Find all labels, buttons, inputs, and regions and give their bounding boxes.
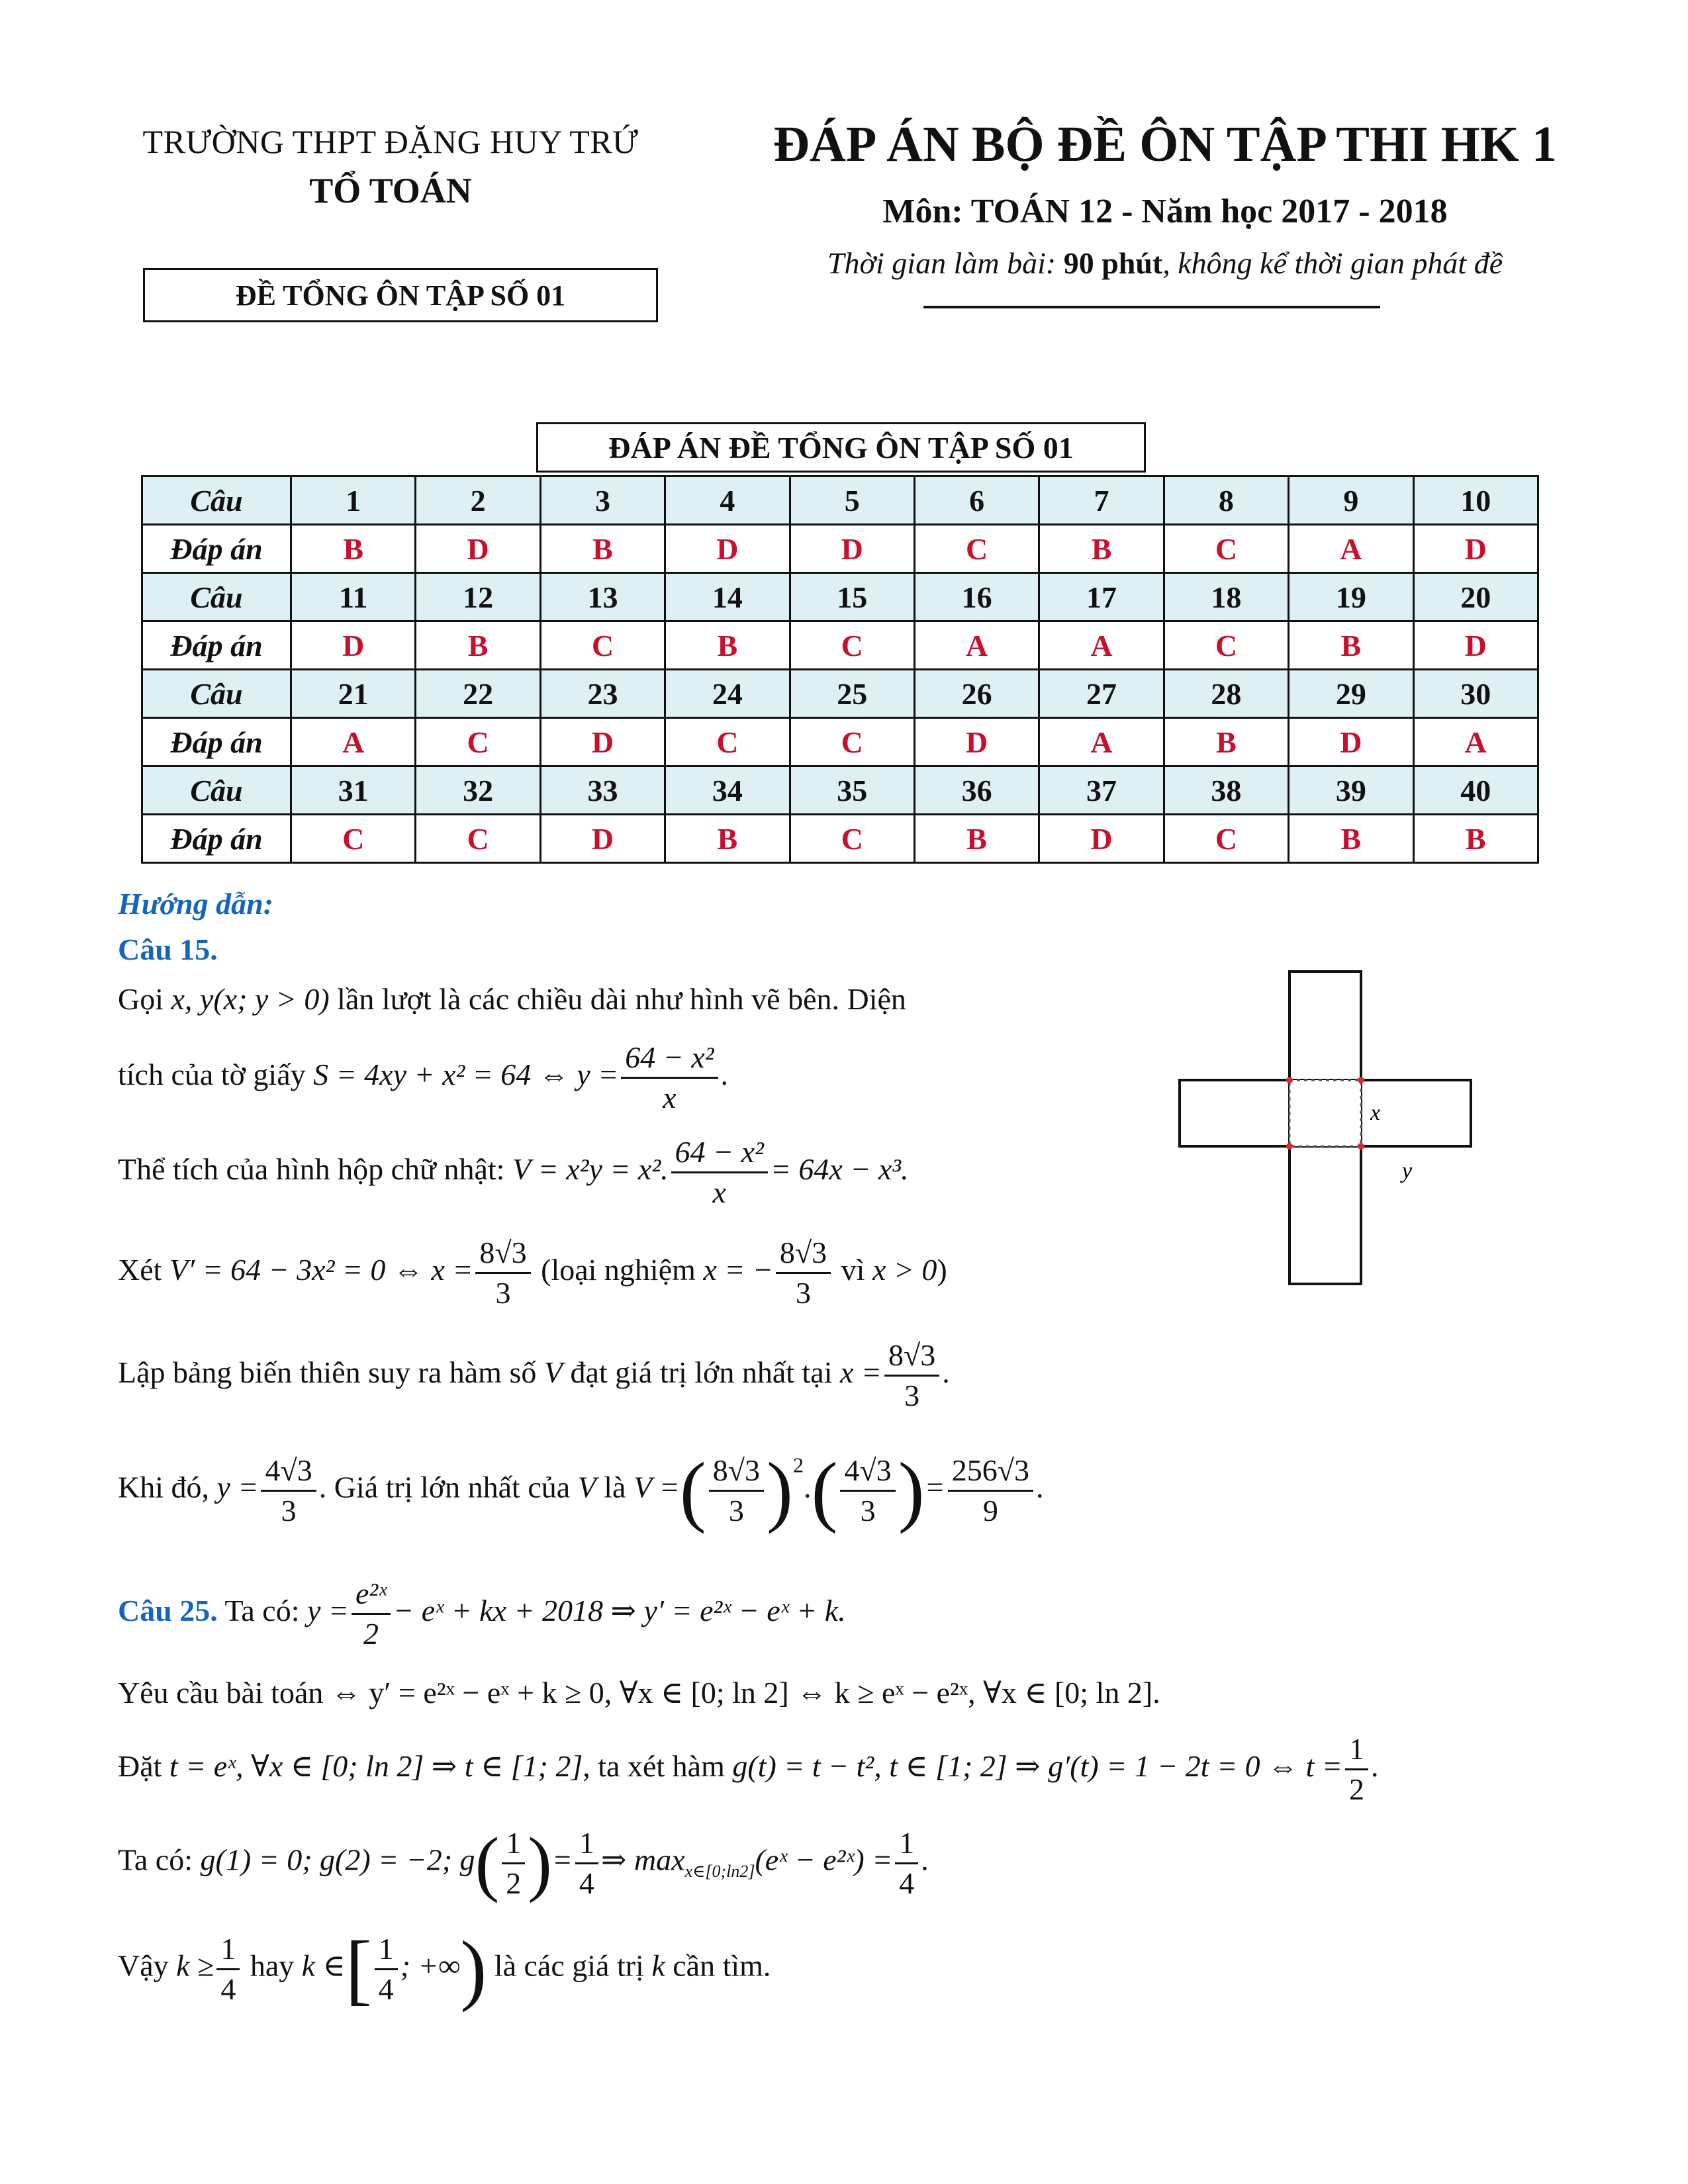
q25-line-5: Vậy k ≥ $\frac{1}{4}$ hay k ∈[ $\frac{1}{4}$ ; +∞) là các giá trị k cần tìm.	[118, 1925, 771, 2013]
fraction: $\frac{256√3}{9}$	[948, 1455, 1033, 1526]
q15-line-1: Gọi x, y(x; y > 0) lần lượt là các chiều dài như hình vẽ bên. Diện	[118, 982, 906, 1016]
answer-row: Đáp án B D B D D C B C A D	[142, 525, 1538, 573]
q15-line-5: Lập bảng biến thiên suy ra hàm số V đạt giá trị lớn nhất tại x = $\frac{8√3}{3}$ .	[118, 1338, 950, 1412]
answer-key-title: ĐÁP ÁN ĐỀ TỔNG ÔN TẬP SỐ 01	[536, 422, 1146, 473]
answer-row: Đáp án C C D B C B D C B B	[142, 815, 1538, 863]
exam-label-box: ĐỀ TỔNG ÔN TẬP SỐ 01	[143, 268, 658, 322]
corner-dot	[1286, 1143, 1293, 1150]
question-row: Câu 11 12 13 14 15 16 17 18 19 20	[142, 573, 1538, 621]
corner-dot	[1286, 1077, 1293, 1083]
q25-line-4: Ta có: g(1) = 0; g(2) = −2; g( $\frac{1}{2}$ )= $\frac{1}{4}$ ⇒ $\max_{x\in[0;ln2]}(eˣ$ − e²ˣ) = $\frac{1}{4}$ .	[118, 1823, 929, 1903]
fraction: $\frac{\text{64 − x²}}{x}$	[621, 1042, 718, 1113]
time-value: 90 phút	[1063, 246, 1163, 280]
cross-net-figure	[1172, 966, 1489, 1297]
answer-row: Đáp án A C D C C D A B D A	[142, 718, 1538, 766]
answer-row: Đáp án D B C B C A A C B D	[142, 621, 1538, 670]
question-row: Câu 21 22 23 24 25 26 27 28 29 30	[142, 670, 1538, 718]
fraction: $\frac{\text{64 − x²}}{x}$	[671, 1137, 768, 1208]
header-rule	[923, 306, 1380, 308]
fraction: $\frac{1}{2}$	[1345, 1734, 1368, 1805]
q15-line-6: Khi đó, y = $\frac{4√3}{3}$ . Giá trị lớn nhất của V là V =( $\frac{8√3}{3}$ )$^2$.( $\frac{4√3}{3}$ )= $\frac{256√3}{9}$ .	[118, 1446, 1044, 1534]
fraction: $\frac{1}{2}$	[502, 1828, 525, 1899]
corner-dot	[1358, 1077, 1364, 1083]
page-title: ĐÁP ÁN BỘ ĐỀ ÔN TẬP THI HK 1	[773, 116, 1557, 172]
fraction: $\frac{1}{4}$	[575, 1828, 598, 1899]
q15-line-2: tích của tờ giấy S = 4xy + x² = 64 ⇔ y = $\frac{\text{64 − x²}}{x}$ .	[118, 1040, 728, 1115]
fraction: $\frac{8√3}{3}$	[475, 1238, 530, 1308]
answer-table	[141, 475, 1539, 864]
fraction: $\frac{8√3}{3}$	[776, 1238, 831, 1308]
corner-dot	[1358, 1143, 1364, 1150]
fraction: $\frac{\text{e²ˣ}}{2}$	[352, 1578, 391, 1649]
label-x: x	[1370, 1101, 1381, 1125]
q25-line-2: Yêu cầu bài toán ⇔ y′ = e²ˣ − eˣ + k ≥ 0, ∀x ∈ [0; ln 2] ⇔ k ≥ eˣ − e²ˣ, ∀x ∈ [0; ln 2].	[118, 1676, 1160, 1709]
q15-line-4: Xét V′ = 64 − 3x² = 0 ⇔ x = $\frac{8√3}{3}$ (loại nghiệm x = − $\frac{8√3}{3}$ vì x > 0)	[118, 1236, 947, 1310]
q25-line-1: Câu 25. Ta có: y = $\frac{\text{e²ˣ}}{2}$ − eˣ + kx + 2018 ⇒ y′ = e²ˣ − eˣ + k.	[118, 1576, 846, 1651]
center-face	[1289, 1080, 1361, 1146]
label-y: y	[1402, 1159, 1413, 1183]
fraction: $\frac{4√3}{3}$	[261, 1455, 316, 1526]
fraction: $\frac{1}{4}$	[375, 1934, 398, 2005]
q15-label: Câu 15.	[118, 933, 218, 966]
q25-label: Câu 25.	[118, 1594, 218, 1628]
question-row: Câu 31 32 33 34 35 36 37 38 39 40	[142, 766, 1538, 815]
q15-line-3: Thể tích của hình hộp chữ nhật: V = x²y = x². $\frac{\text{64 − x²}}{x}$ = 64x − x³.	[118, 1135, 909, 1209]
q25-line-3: Đặt t = eˣ, ∀x ∈ [0; ln 2] ⇒ t ∈ [1; 2], ta xét hàm g(t) = t − t², t ∈ [1; 2] ⇒ g′(t) = 1 − 2t = 0 ⇔ t = $\frac{1}{2}$ .	[118, 1732, 1379, 1806]
subject-line: Môn: TOÁN 12 - Năm học 2017 - 2018	[882, 193, 1448, 230]
question-row: Câu 1 2 3 4 5 6 7 8 9 10	[142, 477, 1538, 525]
header-right	[735, 116, 1595, 281]
fraction: $\frac{8√3}{3}$	[884, 1340, 939, 1411]
department-name: TỔ TOÁN	[309, 171, 472, 210]
fraction: $\frac{1}{4}$	[216, 1934, 240, 2005]
fraction: $\frac{8√3}{3}$	[709, 1455, 764, 1526]
fraction: $\frac{4√3}{3}$	[840, 1455, 895, 1526]
time-line: Thời gian làm bài: 90 phút, không kể thời gian phát đề	[827, 246, 1503, 280]
school-name: TRƯỜNG THPT ĐẶNG HUY TRỨ	[142, 123, 639, 160]
fraction: $\frac{1}{4}$	[895, 1828, 918, 1899]
header-left	[99, 122, 682, 211]
solutions-heading: Hướng dẫn:	[118, 887, 274, 921]
